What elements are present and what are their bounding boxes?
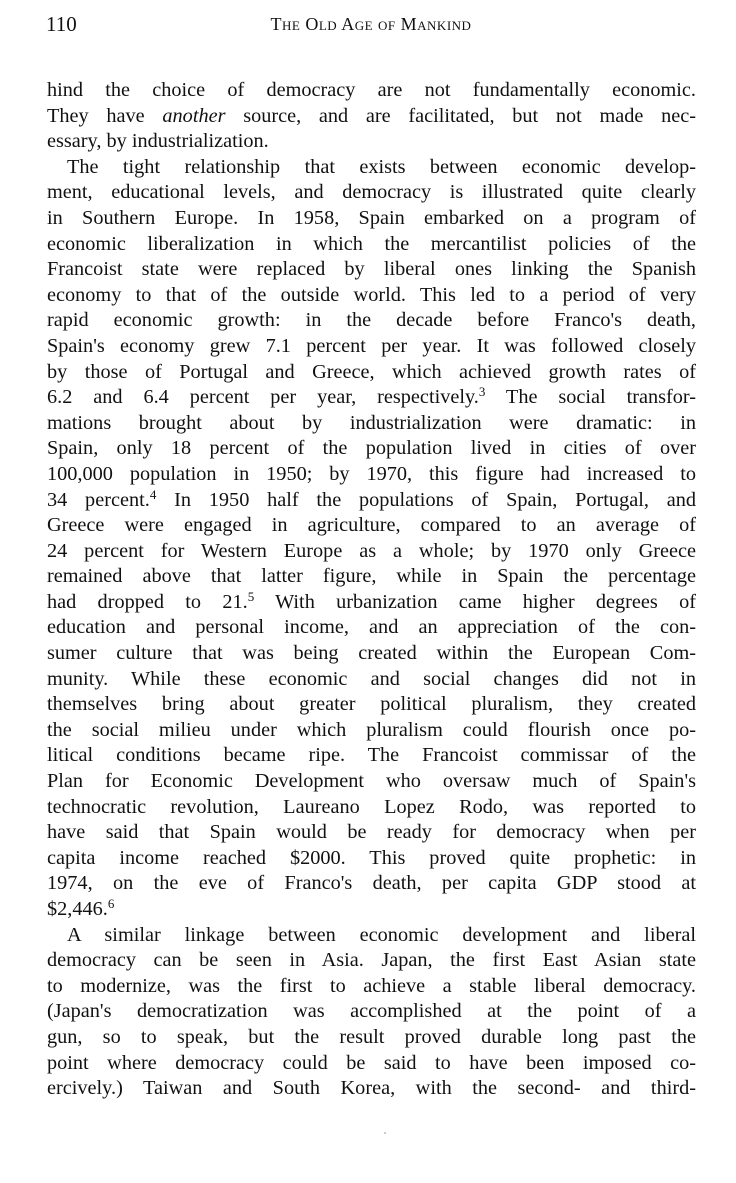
text-line [47,692,696,718]
text-run: munity. While these economic and social changes did not in [47,667,696,690]
text-run: point where democracy could be said to have been imposed co- [47,1051,696,1074]
footnote-marker: 6 [107,896,115,911]
text-line [47,923,696,949]
text-run: The tight relationship that exists between economic develop- [67,155,696,178]
text-run: 24 percent for Western Europe as a whole; by 1970 only Greece [47,539,696,562]
text-line [47,232,696,258]
text-run: rapid economic growth: in the decade before Franco's death, [47,309,696,332]
paragraph [47,155,696,923]
text-run: $2,446. [47,898,108,920]
emphasis: another [162,104,226,127]
text-line [47,743,696,769]
text-line [47,795,696,821]
paragraph [47,78,696,155]
text-line [47,206,696,232]
text-line [47,155,696,181]
text-run: With urbanization came higher degrees of [254,590,696,613]
text-run: mations brought about by industrialization were dramatic: in [47,411,696,434]
text-run: essary, by industrialization. [47,130,269,153]
text-line [47,1025,696,1051]
text-run: themselves bring about greater political pluralism, they created [47,693,696,716]
text-line [47,78,696,104]
text-run: Francoist state were replaced by liberal ones linking the Spanish [47,258,696,281]
text-line [47,974,696,1000]
text-run: democracy can be seen in Asia. Japan, the first East Asian state [47,949,696,972]
text-line [47,590,696,616]
text-run: remained above that latter figure, while in Spain the percentage [47,565,696,588]
text-run: 6.2 and 6.4 percent per year, respectively. [47,386,479,409]
text-line [47,871,696,897]
text-line [47,360,696,386]
text-run: Spain's economy grew 7.1 percent per year. It was followed closely [47,334,696,357]
paper-speck [384,1132,386,1134]
text-line [47,488,696,514]
text-line [47,718,696,744]
text-line [47,948,696,974]
text-line [47,180,696,206]
footnote-marker: 3 [478,384,486,400]
text-run: by those of Portugal and Greece, which achieved growth rates of [47,360,696,383]
text-line [47,564,696,590]
text-line [47,411,696,437]
text-line [47,462,696,488]
text-run: sumer culture that was being created within the European Com- [47,642,696,665]
text-line [47,308,696,334]
text-run: to modernize, was the first to achieve a stable liberal democracy. [47,974,696,997]
text-line [47,539,696,565]
text-line [47,129,696,155]
text-line [47,820,696,846]
text-run: They have [47,104,163,127]
text-line [47,104,696,130]
text-line [47,385,696,411]
text-line [47,334,696,360]
text-line [47,846,696,872]
text-run: the social milieu under which pluralism could flourish once po- [47,718,696,741]
text-run: The social transfor- [485,386,696,409]
paragraph [47,923,696,1102]
text-run: Spain, only 18 percent of the population lived in cities of over [47,437,696,460]
text-run: have said that Spain would be ready for democracy when per [47,821,696,844]
text-run: technocratic revolution, Laureano Lopez Rodo, was reported to [47,795,696,818]
text-run: had dropped to 21. [47,590,248,613]
footnote-marker: 5 [247,588,255,604]
text-line [47,667,696,693]
text-run: A similar linkage between economic development and liberal [67,923,696,946]
text-line [47,513,696,539]
text-run: ment, educational levels, and democracy is illustrated quite clearly [47,181,696,204]
text-line [47,257,696,283]
text-line [47,1051,696,1077]
text-line [47,999,696,1025]
running-head: The Old Age of Mankind [270,14,472,34]
body-text [47,78,696,1102]
text-run: capita income reached $2000. This proved quite prophetic: in [47,846,696,869]
text-line [47,436,696,462]
text-run: education and personal income, and an appreciation of the con- [47,616,696,639]
text-run: (Japan's democratization was accomplished at the point of a [47,1000,696,1023]
page-number: 110 [46,12,77,36]
text-run: hind the choice of democracy are not fundamentally economic. [47,79,696,101]
text-run: 1974, on the eve of Franco's death, per capita GDP stood at [47,872,696,895]
text-line [47,1076,696,1102]
text-run: ercively.) Taiwan and South Korea, with the second- and third- [47,1077,696,1100]
text-run: source, and are facilitated, but not made nec- [225,104,696,127]
text-run: 34 percent. [47,488,150,511]
footnote-marker: 4 [149,486,157,502]
text-run: litical conditions became ripe. The Francoist commissar of the [47,744,696,767]
text-run: economic liberalization in which the mercantilist policies of the [47,232,696,255]
text-line [47,641,696,667]
text-line [47,283,696,309]
text-run: gun, so to speak, but the result proved durable long past the [47,1025,696,1048]
text-run: In 1950 half the populations of Spain, Portugal, and [156,488,696,511]
text-run: 100,000 population in 1950; by 1970, this figure had increased to [47,462,696,485]
text-line [47,769,696,795]
page-header [46,12,696,42]
text-run: in Southern Europe. In 1958, Spain embarked on a program of [47,206,696,229]
text-run: Greece were engaged in agriculture, compared to an average of [47,514,696,537]
text-line [47,615,696,641]
text-run: economy to that of the outside world. This led to a period of very [47,283,696,306]
text-run: Plan for Economic Development who oversaw much of Spain's [47,770,696,793]
text-line [47,897,696,923]
